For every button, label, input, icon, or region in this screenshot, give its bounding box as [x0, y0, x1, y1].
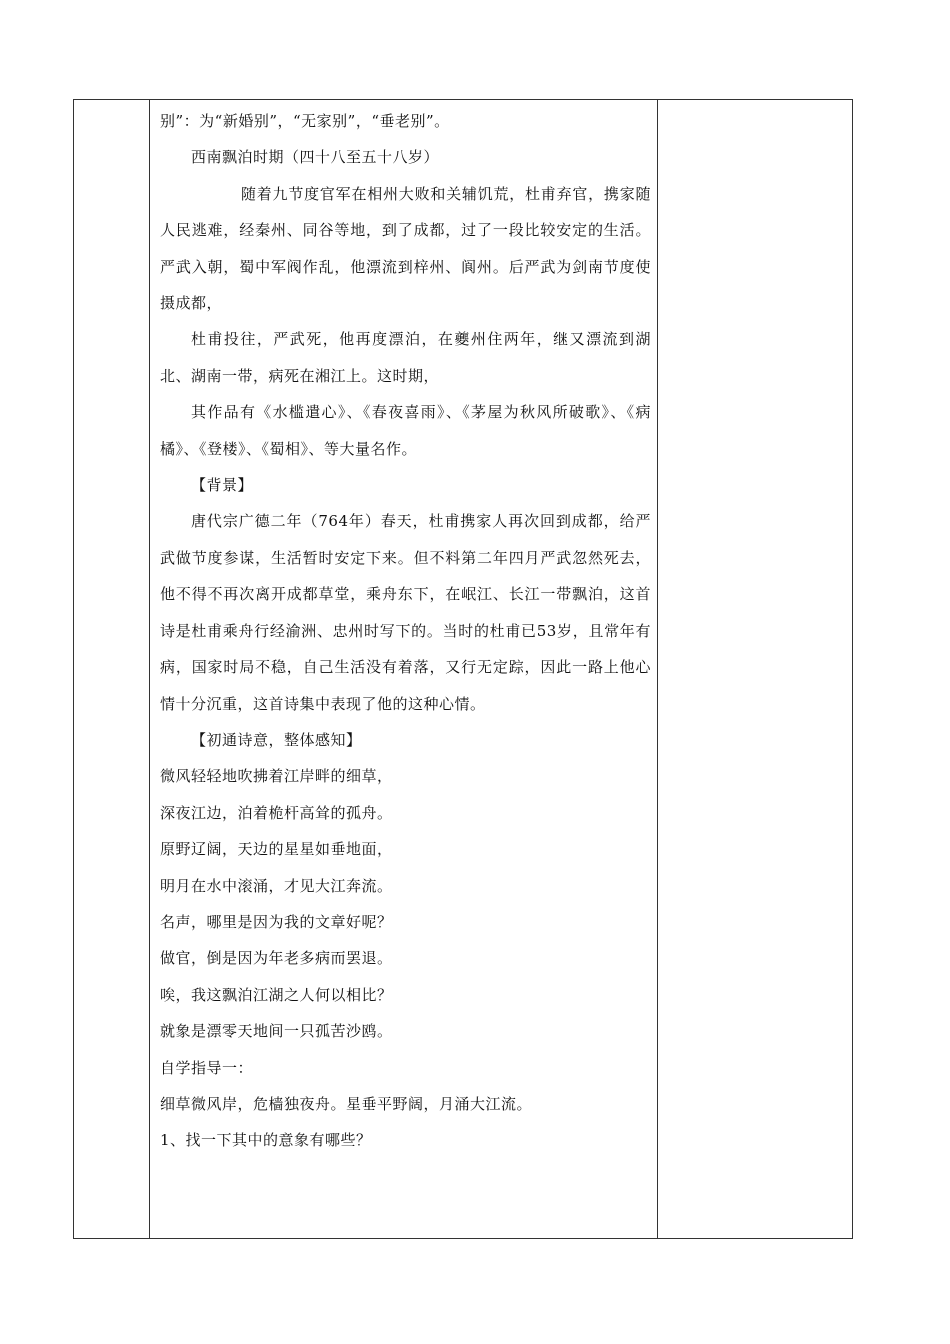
- left-column-cell: [74, 100, 150, 1238]
- poem-translation-line: 就象是漂零天地间一只孤苦沙鸥。: [160, 1022, 393, 1041]
- poem-translation-line: 深夜江边，泊着桅杆高耸的孤舟。: [160, 803, 393, 822]
- poem-translation-line: 微风轻轻地吹拂着江岸畔的细草，: [160, 767, 393, 786]
- text-line: 自学指导一：: [160, 1058, 254, 1077]
- poem-translation-line: 明月在水中滚涌，才见大江奔流。: [160, 876, 393, 895]
- text-line: 别”：为“新婚别”，“无家别”，“垂老别”。: [160, 112, 450, 130]
- question-line: 1、找一下其中的意象有哪些？: [160, 1131, 372, 1150]
- main-content-cell: [150, 100, 659, 1238]
- paragraph: 其作品有《水槛遣心》、《春夜喜雨》、《茅屋为秋风所破歌》、《病橘》、《登楼》、《蜀相》、等大量名作。: [160, 403, 651, 458]
- lesson-plan-table: [73, 99, 853, 1239]
- poem-translation-line: 唉，我这飘泊江湖之人何以相比？: [160, 985, 393, 1004]
- section-heading: 【初通诗意，整体感知】: [191, 730, 362, 749]
- section-heading: 西南飘泊时期（四十八至五十八岁）: [191, 148, 440, 167]
- poem-line: 细草微风岸，危樯独夜舟。星垂平野阔，月涌大江流。: [160, 1094, 533, 1113]
- paragraph: 随着九节度官军在相州大败和关辅饥荒，杜甫弃官，携家随人民逃难，经秦州、同谷等地，到了成都，过了一段比较安定的生活。严武入朝，蜀中军阀作乱，他漂流到梓州、阆州。后严武为剑南节度使摄成都，: [160, 184, 651, 313]
- paragraph: 唐代宗广德二年（764年）春天，杜甫携家人再次回到成都，给严武做节度参谋，生活暂时安定下来。但不料第二年四月严武忽然死去，他不得不再次离开成都草堂，乘舟东下，在岷江、长江一带飘泊，这首诗是杜甫乘舟行经渝洲、忠州时写下的。当时的杜甫已53岁，且常年有病，国家时局不稳，自己生活没有着落，又行无定踪，因此一路上他心情十分沉重，这首诗集中表现了他的这种心情。: [160, 512, 651, 713]
- paragraph: 杜甫投往，严武死，他再度漂泊，在夔州住两年，继又漂流到湖北、湖南一带，病死在湘江上。这时期，: [160, 330, 651, 385]
- poem-translation-line: 原野辽阔，天边的星星如垂地面，: [160, 840, 393, 859]
- right-column-cell: [657, 100, 852, 1238]
- section-heading: 【背景】: [191, 476, 254, 495]
- poem-translation-line: 名声，哪里是因为我的文章好呢？: [160, 912, 393, 931]
- poem-translation-line: 做官，倒是因为年老多病而罢退。: [160, 949, 393, 968]
